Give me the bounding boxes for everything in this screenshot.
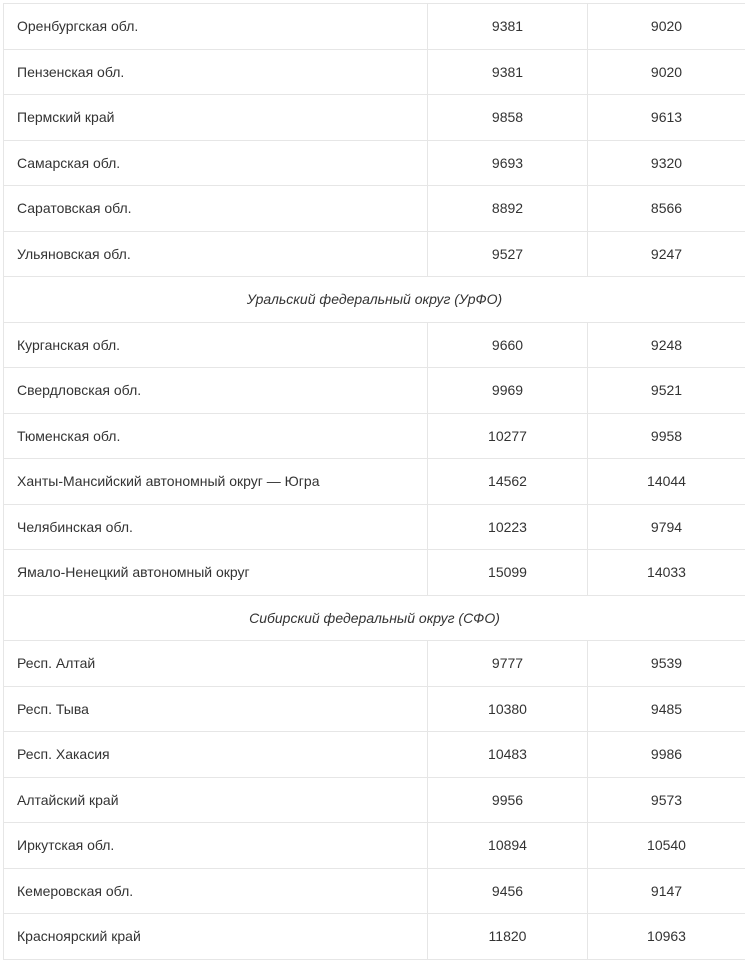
value-2-cell: 9247 bbox=[588, 231, 745, 277]
region-cell: Самарская обл. bbox=[4, 140, 428, 186]
value-2-cell: 9573 bbox=[588, 777, 745, 823]
district-group-label: Уральский федеральный округ (УрФО) bbox=[4, 277, 745, 323]
value-2-cell: 9147 bbox=[588, 868, 745, 914]
value-2-cell: 9320 bbox=[588, 140, 745, 186]
table-row bbox=[4, 504, 745, 550]
district-group-label: Сибирский федеральный округ (СФО) bbox=[4, 595, 745, 641]
value-1-cell: 8892 bbox=[428, 186, 588, 232]
region-cell: Ямало-Ненецкий автономный округ bbox=[4, 550, 428, 596]
value-1-cell: 10483 bbox=[428, 732, 588, 778]
value-2-cell: 9020 bbox=[588, 4, 745, 50]
value-2-cell: 9521 bbox=[588, 368, 745, 414]
value-2-cell: 14033 bbox=[588, 550, 745, 596]
value-2-cell: 9485 bbox=[588, 686, 745, 732]
value-1-cell: 9858 bbox=[428, 95, 588, 141]
value-1-cell: 9456 bbox=[428, 868, 588, 914]
value-1-cell: 11820 bbox=[428, 914, 588, 960]
value-1-cell: 9527 bbox=[428, 231, 588, 277]
region-cell: Респ. Хакасия bbox=[4, 732, 428, 778]
region-cell: Пермский край bbox=[4, 95, 428, 141]
value-2-cell: 9020 bbox=[588, 49, 745, 95]
table-row bbox=[4, 732, 745, 778]
region-cell: Челябинская обл. bbox=[4, 504, 428, 550]
table-row bbox=[4, 777, 745, 823]
region-cell: Респ. Алтай bbox=[4, 641, 428, 687]
value-2-cell: 9794 bbox=[588, 504, 745, 550]
value-1-cell: 10380 bbox=[428, 686, 588, 732]
value-2-cell: 10540 bbox=[588, 823, 745, 869]
region-cell: Ульяновская обл. bbox=[4, 231, 428, 277]
value-2-cell: 9539 bbox=[588, 641, 745, 687]
table-row bbox=[4, 686, 745, 732]
value-1-cell: 10894 bbox=[428, 823, 588, 869]
value-1-cell: 9956 bbox=[428, 777, 588, 823]
value-1-cell: 9969 bbox=[428, 368, 588, 414]
table-row bbox=[4, 914, 745, 960]
region-cell: Иркутская обл. bbox=[4, 823, 428, 869]
region-cell: Саратовская обл. bbox=[4, 186, 428, 232]
value-1-cell: 9660 bbox=[428, 322, 588, 368]
table-row bbox=[4, 550, 745, 596]
value-2-cell: 9613 bbox=[588, 95, 745, 141]
table-row bbox=[4, 231, 745, 277]
value-1-cell: 10277 bbox=[428, 413, 588, 459]
value-2-cell: 9958 bbox=[588, 413, 745, 459]
region-cell: Свердловская обл. bbox=[4, 368, 428, 414]
value-1-cell: 9381 bbox=[428, 4, 588, 50]
table-row bbox=[4, 322, 745, 368]
group-header-row bbox=[4, 277, 745, 323]
region-cell: Алтайский край bbox=[4, 777, 428, 823]
region-cell: Пензенская обл. bbox=[4, 49, 428, 95]
table-row bbox=[4, 823, 745, 869]
regional-values-table bbox=[3, 3, 745, 960]
value-2-cell: 9986 bbox=[588, 732, 745, 778]
table-row bbox=[4, 49, 745, 95]
table-body bbox=[4, 4, 745, 960]
region-cell: Кемеровская обл. bbox=[4, 868, 428, 914]
value-2-cell: 9248 bbox=[588, 322, 745, 368]
value-1-cell: 14562 bbox=[428, 459, 588, 505]
table-row bbox=[4, 413, 745, 459]
region-cell: Тюменская обл. bbox=[4, 413, 428, 459]
table-row bbox=[4, 641, 745, 687]
value-2-cell: 8566 bbox=[588, 186, 745, 232]
table-row bbox=[4, 140, 745, 186]
table-row bbox=[4, 868, 745, 914]
value-2-cell: 10963 bbox=[588, 914, 745, 960]
table-row bbox=[4, 368, 745, 414]
value-1-cell: 10223 bbox=[428, 504, 588, 550]
region-cell: Курганская обл. bbox=[4, 322, 428, 368]
group-header-row bbox=[4, 595, 745, 641]
value-2-cell: 14044 bbox=[588, 459, 745, 505]
table-row bbox=[4, 95, 745, 141]
region-cell: Ханты-Мансийский автономный округ — Югра bbox=[4, 459, 428, 505]
region-cell: Респ. Тыва bbox=[4, 686, 428, 732]
region-cell: Оренбургская обл. bbox=[4, 4, 428, 50]
value-1-cell: 9777 bbox=[428, 641, 588, 687]
table-row bbox=[4, 4, 745, 50]
table-row bbox=[4, 186, 745, 232]
region-cell: Красноярский край bbox=[4, 914, 428, 960]
value-1-cell: 15099 bbox=[428, 550, 588, 596]
table-row bbox=[4, 459, 745, 505]
value-1-cell: 9693 bbox=[428, 140, 588, 186]
value-1-cell: 9381 bbox=[428, 49, 588, 95]
